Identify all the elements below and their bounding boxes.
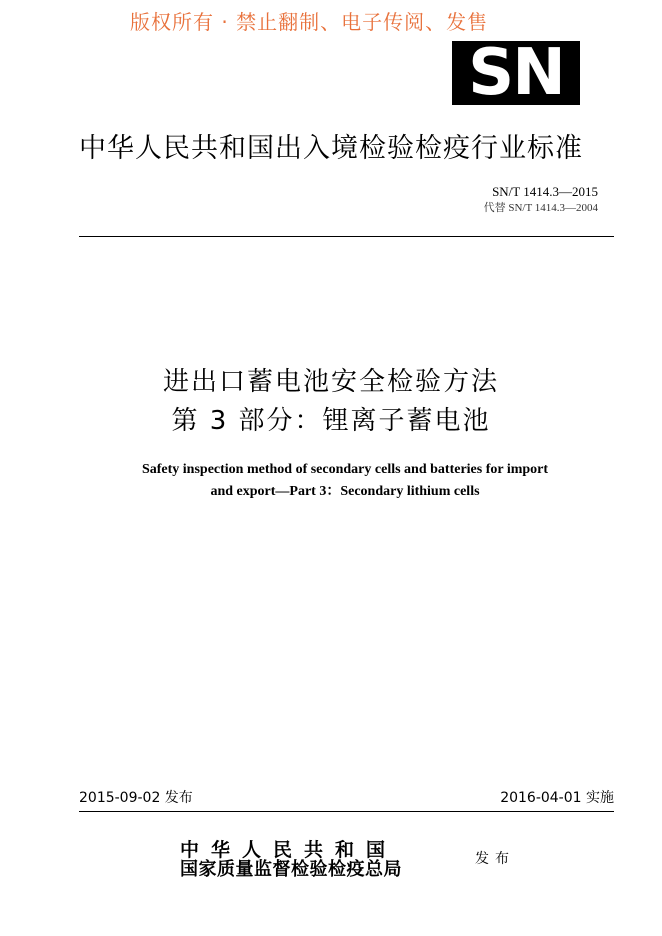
top-divider: [79, 236, 614, 237]
standard-category-title: 中华人民共和国出入境检验检疫行业标准: [79, 133, 583, 164]
standard-number: SN/T 1414.3—2015: [492, 184, 598, 199]
chinese-title-line-2: 第 3 部分：锂离子蓄电池: [171, 406, 491, 436]
replaces-standard: 代替 SN/T 1414.3—2004: [483, 202, 598, 214]
issue-label: 发布: [475, 851, 515, 867]
english-title-line-1: Safety inspection method of secondary cells and batteries for import: [141, 462, 549, 477]
sn-logo: SN: [452, 41, 580, 105]
issue-date: 2015-09-02 发布: [79, 790, 193, 806]
issuer-country: 中华人民共和国: [180, 839, 398, 861]
english-title-line-2: and export—Part 3：Secondary lithium cells: [210, 484, 480, 499]
bottom-divider: [79, 811, 614, 812]
chinese-title-line-1: 进出口蓄电池安全检验方法: [162, 367, 499, 397]
issuer-agency: 国家质量监督检验检疫总局: [180, 859, 402, 880]
effective-date: 2016-04-01 实施: [500, 790, 614, 806]
english-title: [100, 459, 590, 503]
copyright-watermark: 版权所有 · 禁止翻制、电子传阅、发售: [130, 10, 489, 34]
